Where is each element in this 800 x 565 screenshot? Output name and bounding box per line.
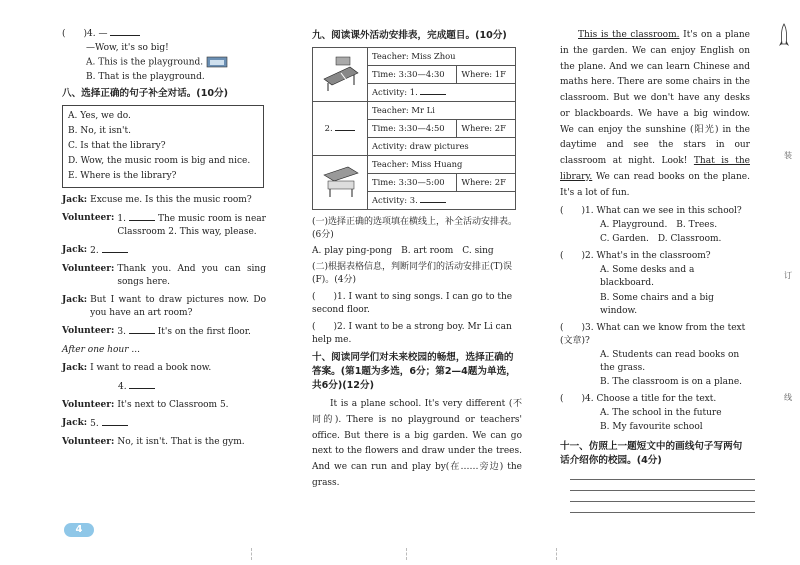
q4-option-b: B. That is the playground. (86, 71, 205, 82)
row2-time: Time: 3:30—4:50 (368, 119, 457, 137)
binding-mark: 线 (784, 393, 792, 402)
column-2 (312, 26, 522, 494)
question-4-option-b: B. My favourite school (600, 421, 703, 432)
row3-teacher: Teacher: Miss Huang (368, 155, 516, 173)
option-d: D. Wow, the music room is big and nice. (68, 155, 251, 166)
row2-activity: Activity: draw pictures (368, 137, 516, 155)
question-3-option-a: A. Students can read books on the grass. (600, 349, 740, 373)
part-2-instructions: (二)根据表格信息，判断同学们的活动安排正(T)误(F)。(4分) (312, 262, 513, 286)
piano-icon (313, 155, 368, 209)
question-4: ( )4. Choose a title for the text. (560, 393, 717, 404)
dialogue-line: Jack: 2. (62, 244, 266, 258)
true-false-2: ( )2. I want to be a strong boy. Mr Li can help me. (312, 322, 512, 346)
part-1-instructions: (一)选择正确的选项填在横线上，补全活动安排表。(6分) (312, 216, 518, 240)
row3-time: Time: 3:30—5:00 (368, 173, 457, 191)
question-1-options-cd: C. Garden. D. Classroom. (600, 234, 722, 245)
dialogue-line: Volunteer: No, it isn't. That is the gym. (62, 437, 245, 448)
q4-line: —Wow, it's so big! (86, 43, 169, 54)
binding-mark: 装 (784, 151, 792, 160)
dialogue-line: Jack: 5. (62, 417, 266, 431)
row2-label: 2. (313, 101, 368, 155)
passage-paragraph-1: It is a plane school. It's very different (不同的). There is no playground or teachers' office. But there is a big garden. We can go next to the flowers and draw under the trees. And we can run and play by(在……旁边) the grass. (312, 399, 522, 488)
question-2-option-a: A. Some desks and a blackboard. (600, 265, 695, 289)
dialogue-line: Jack: I want to read a book now. (62, 363, 212, 374)
answer-line[interactable] (570, 505, 755, 513)
question-1-options-ab: A. Playground. B. Trees. (600, 220, 718, 231)
row3-where: Where: 2F (457, 173, 516, 191)
dialogue-line: 4. (62, 380, 266, 394)
answer-line[interactable] (570, 472, 755, 480)
row2-where: Where: 2F (457, 119, 516, 137)
row1-time: Time: 3:30—4:30 (368, 65, 457, 83)
underlined-sentence-2: That is the library. (560, 156, 750, 182)
dialogue-line: Volunteer: It's next to Classroom 5. (62, 400, 229, 411)
dialogue-line: Volunteer: 3. It's on the first floor. (62, 326, 251, 338)
option-b: B. No, it isn't. (68, 125, 131, 136)
option-a: A. Yes, we do. (68, 110, 131, 121)
underlined-sentence-1: This is the classroom. (578, 30, 680, 40)
dialogue-line: Jack: Excuse me. Is this the music room? (62, 194, 252, 205)
answer-line[interactable] (570, 483, 755, 491)
dialogue-line: Volunteer: Thank you. And you can sing songs here. (62, 264, 266, 288)
dialogue-line: Jack: But I want to draw pictures now. Do you have an art room? (62, 295, 266, 319)
question-2: ( )2. What's in the classroom? (560, 251, 711, 262)
q4-option-a: A. This is the playground. (62, 56, 266, 70)
question-3-option-b: B. The classroom is on a plane. (600, 376, 743, 387)
rocket-icon (777, 22, 791, 50)
question-3: ( )3. What can we know from the text (文章)? (560, 322, 746, 346)
question-2-option-b: B. Some chairs and a big window. (600, 292, 714, 316)
fold-mark (251, 548, 252, 560)
part-1-options: A. play ping-pong B. art room C. sing (312, 246, 494, 256)
fold-mark (406, 548, 407, 560)
true-false-1: ( )1. I want to sing songs. I can go to the second floor. (312, 292, 513, 316)
column-3 (560, 26, 750, 516)
dialogue-line: Volunteer: 1. The music room is near Classroom 2. This way, please. (62, 212, 266, 237)
question-1: ( )1. What can we see in this school? (560, 206, 742, 217)
q4-prompt: ( )4. — (62, 27, 266, 41)
after-one-hour: After one hour ... (62, 345, 140, 356)
ping-pong-table-icon (313, 47, 368, 101)
option-e: E. Where is the library? (68, 170, 177, 181)
row3-activity: Activity: 3. (368, 191, 516, 209)
activity-table (312, 47, 516, 210)
fold-mark (556, 548, 557, 560)
option-c: C. Is that the library? (68, 140, 166, 151)
question-4-option-a: A. The school in the future (600, 407, 722, 418)
row1-activity: Activity: 1. (368, 83, 516, 101)
page-number: 4 (64, 523, 94, 537)
section-8-title: 八、选择正确的句子补全对话。(10分) (62, 87, 229, 99)
binding-mark: 订 (784, 271, 792, 280)
section-9-title: 九、阅读课外活动安排表，完成题目。(10分) (312, 30, 507, 41)
column-1 (62, 26, 266, 455)
passage-paragraph-2: This is the classroom. It's on a plane in the garden. We can enjoy English on the plane. And we can learn Chinese and maths here. There are some chairs in the classroom. But we don't have any desks or blackboards. We have a big window. We can enjoy the sunshine (阳光) in the daytime and see the stars in our classroom at night. Look! That is the library. We can read books on the plane. It's a lot of fun. (560, 30, 751, 198)
row2-teacher: Teacher: Mr Li (368, 101, 516, 119)
row1-teacher: Teacher: Miss Zhou (368, 47, 516, 65)
section-10-title: 十、阅读同学们对未来校园的畅想，选择正确的答案。(第1题为多选，6分；第2—4题为单选，共6分)(12分) (312, 352, 516, 392)
answer-line[interactable] (570, 494, 755, 502)
playground-icon (206, 56, 228, 68)
row1-where: Where: 1F (457, 65, 516, 83)
options-box (62, 105, 264, 188)
section-11-title: 十一、仿照上一题短文中的画线句子写两句话介绍你的校园。(4分) (560, 441, 743, 466)
